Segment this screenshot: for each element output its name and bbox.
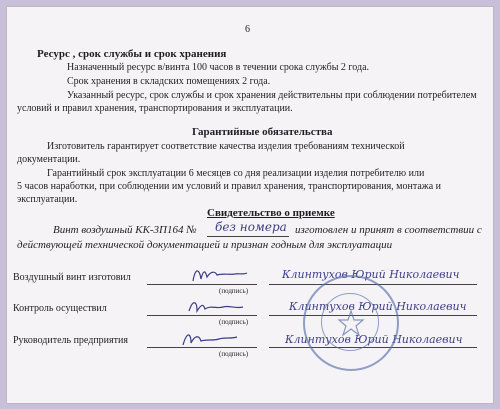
acceptance-line-2: действующей технической документацией и признан годным для эксплуатации <box>17 239 393 251</box>
signature-caption: (подпись) <box>219 318 249 326</box>
resource-paragraph-2: Срок хранения в складских помещениях 2 года. <box>67 76 271 87</box>
handwritten-signature <box>179 327 239 349</box>
handwritten-name: Клинтухов Юрий Николаевич <box>282 268 460 281</box>
official-seal <box>303 275 399 371</box>
acceptance-line-1-prefix: Винт воздушный КК-3П164 № <box>53 224 197 236</box>
resource-paragraph-1: Назначенный ресурс в/винта 100 часов в течении срока службы 2 года. <box>67 62 370 73</box>
handwritten-name: Клинтухов Юрий Николаевич <box>285 333 463 346</box>
serial-underline <box>207 236 289 237</box>
acceptance-line-1-suffix: изготовлен и принят в соответствии с <box>295 224 482 236</box>
handwritten-signature <box>185 295 245 317</box>
warranty-paragraph-1a: Изготовитель гарантирует соответствие качества изделия требованиям технической <box>47 141 405 152</box>
seal-emblem-icon <box>336 308 366 338</box>
document-page <box>6 6 494 404</box>
handwritten-name: Клинтухов Юрий Николаевич <box>289 300 467 313</box>
signature-caption: (подпись) <box>219 350 249 358</box>
handwritten-signature <box>189 263 249 285</box>
section-title-resource: Ресурс , срок службы и срок хранения <box>37 48 227 60</box>
section-title-warranty: Гарантийные обязательства <box>192 126 333 138</box>
signature-caption: (подпись) <box>219 287 249 295</box>
page-number: 6 <box>245 24 250 35</box>
resource-paragraph-3b: условий и правил хранения, транспортирования и эксплуатации. <box>17 103 293 114</box>
signature-role: Контроль осуществил <box>13 303 107 314</box>
warranty-paragraph-2c: эксплуатации. <box>17 194 78 205</box>
warranty-paragraph-2a: Гарантийный срок эксплуатации 6 месяцев со дня реализации изделия потребителю или <box>47 168 425 179</box>
warranty-paragraph-2b: 5 часов наработки, при соблюдении им условий и правил хранения, транспортирования, монтажа и <box>17 181 441 192</box>
section-title-acceptance: Свидетельство о приемке <box>207 207 335 219</box>
signature-role: Воздушный винт изготовил <box>13 272 131 283</box>
signature-role: Руководитель предприятия <box>13 335 128 346</box>
warranty-paragraph-1b: документации. <box>17 154 81 165</box>
serial-number-handwritten: без номера <box>215 220 287 234</box>
resource-paragraph-3a: Указанный ресурс, срок службы и срок хранения действительны при соблюдении потребителем <box>67 90 477 101</box>
